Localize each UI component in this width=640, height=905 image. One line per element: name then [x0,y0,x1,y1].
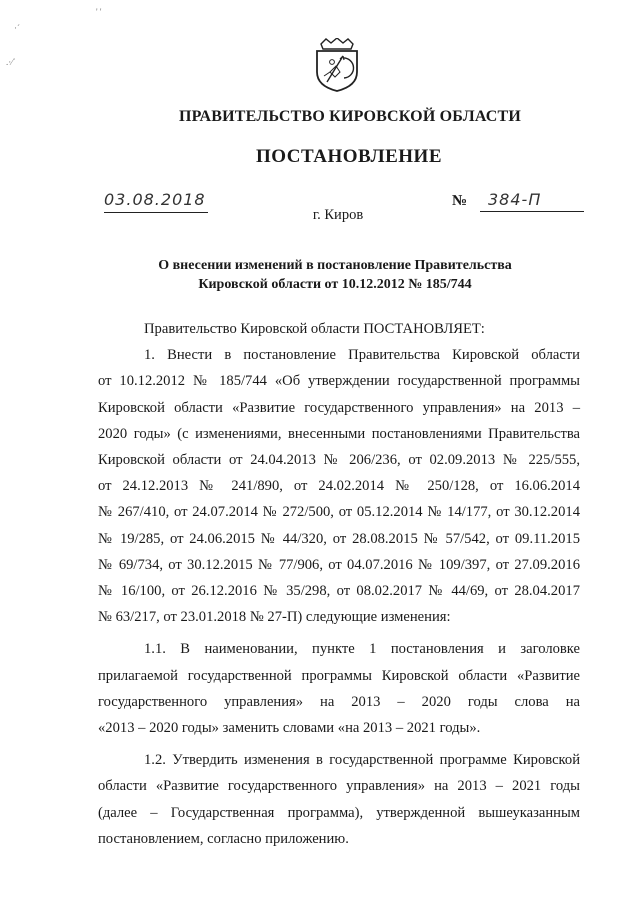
body-line: Кировской области от 24.04.2013 № 206/236, от 02.09.2013 № 225/555, [98,452,580,469]
body-line: области «Развитие государственного управления» на 2013 – 2021 годы [98,778,580,795]
document-date: 03.08.2018 [104,190,206,209]
coat-of-arms-icon [313,38,361,92]
body-line: № 69/734, от 30.12.2015 № 77/906, от 04.07.2016 № 109/397, от 27.09.2016 [98,556,580,573]
organization-title: ПРАВИТЕЛЬСТВО КИРОВСКОЙ ОБЛАСТИ [178,108,522,125]
body-line: от 10.12.2012 № 185/744 «Об утверждении государственной программы [98,373,580,390]
body-line: № 267/410, от 24.07.2014 № 272/500, от 05.12.2014 № 14/177, от 30.12.2014 [98,504,580,521]
scan-mark: ·´ [14,23,20,33]
body-line: постановлением, согласно приложению. [98,830,349,847]
body-line: от 24.12.2013 № 241/890, от 24.02.2014 № 250/128, от 16.06.2014 [98,478,580,495]
body-line: государственного управления» на 2013 – 2020 годы слова на [98,693,580,710]
body-line: прилагаемой государственной программы Кировской области «Развитие [98,667,580,684]
body-line: № 16/100, от 26.12.2016 № 35/298, от 08.02.2017 № 44/69, от 28.04.2017 [98,583,580,600]
body-line: «2013 – 2020 годы» заменить словами «на 2013 – 2021 годы». [98,720,481,737]
body-line: 2020 годы» (с изменениями, внесенными постановлениями Правительства [98,425,580,442]
subject-line: Кировской области от 10.12.2012 № 185/744 [198,277,472,292]
number-sign: № [452,193,468,209]
body-line: 1. Внести в постановление Правительства Кировской области [144,347,580,364]
scan-mark: .·⁄˙ [6,57,16,67]
body-line: 1.2. Утвердить изменения в государственной программе Кировской [144,752,580,769]
body-line: Кировской области «Развитие государственного управления» на 2013 – [98,399,580,416]
body-line: 1.1. В наименовании, пункте 1 постановления и заголовке [144,641,580,658]
scan-mark: ' ' [96,7,102,17]
body-line: № 19/285, от 24.06.2015 № 44/320, от 28.08.2015 № 57/542, от 09.11.2015 [98,530,580,547]
subject-line: О внесении изменений в постановление Правительства [158,258,512,273]
body-line: Правительство Кировской области ПОСТАНОВЛЯЕТ: [144,321,485,337]
document-subject [100,256,570,294]
city-label: г. Киров [312,207,364,223]
document-type-title: ПОСТАНОВЛЕНИЕ [255,146,443,167]
body-line: (далее – Государственная программа), утвержденной вышеуказанным [98,804,580,821]
document-body [98,316,580,852]
document-number: 384-П [488,190,542,209]
body-line: № 63/217, от 23.01.2018 № 27-П) следующие изменения: [98,609,451,626]
